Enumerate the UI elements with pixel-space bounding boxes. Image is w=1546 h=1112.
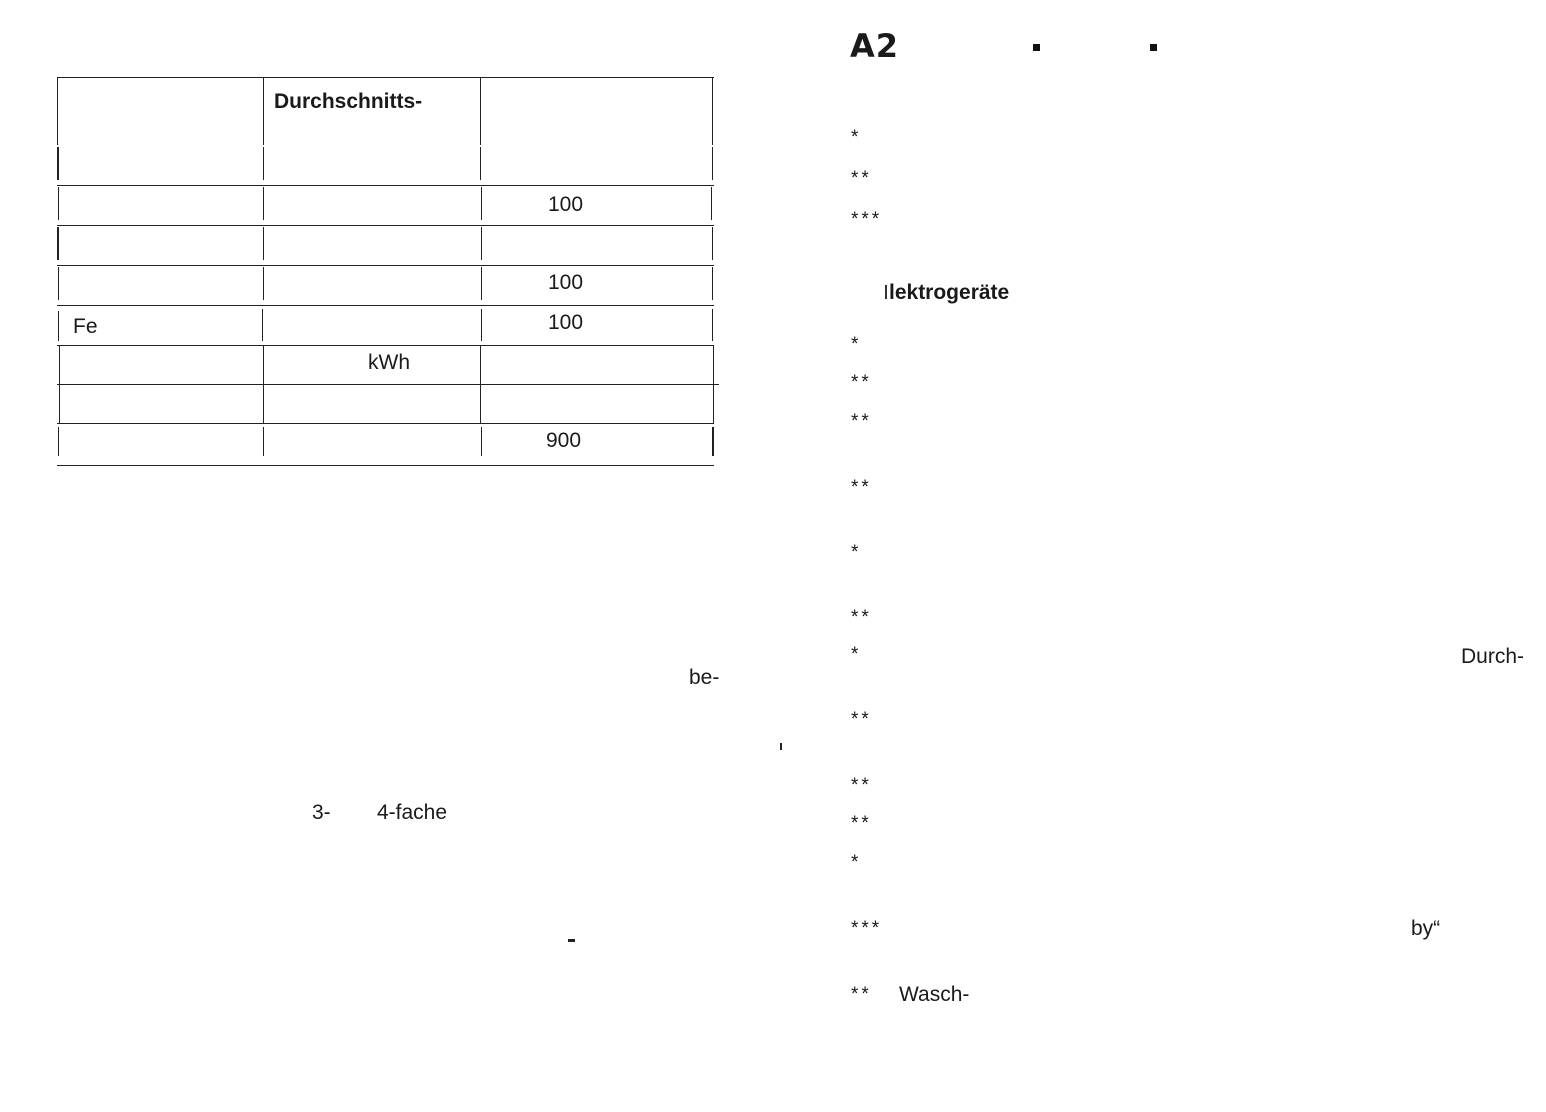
table-rule-top bbox=[57, 77, 714, 78]
table-vline bbox=[57, 77, 58, 145]
footnote-marker: *** bbox=[851, 209, 883, 230]
table-cell: kWh bbox=[368, 351, 410, 374]
table-vline bbox=[57, 147, 59, 180]
footnote-marker: ** bbox=[851, 813, 872, 834]
footnote-marker: ** bbox=[851, 984, 872, 1005]
table-cell: 100 bbox=[548, 193, 584, 216]
table-rule bbox=[57, 384, 719, 385]
table-rule bbox=[57, 305, 714, 306]
scan-speck bbox=[780, 743, 782, 750]
footnote-marker: ** bbox=[851, 372, 872, 393]
text-fragment: Wasch- bbox=[899, 983, 970, 1006]
table-rule-bottom bbox=[57, 465, 714, 466]
table-vline bbox=[480, 147, 481, 180]
scan-speck bbox=[885, 285, 887, 299]
table-vline bbox=[59, 384, 60, 423]
table-vline bbox=[263, 427, 264, 456]
table-vline bbox=[481, 309, 482, 341]
text-fragment: 3- bbox=[312, 801, 331, 824]
table-cell: Fe bbox=[73, 315, 98, 338]
scan-speck bbox=[568, 939, 575, 942]
footnote-marker: * bbox=[851, 644, 862, 665]
table-vline bbox=[58, 267, 59, 300]
table-vline bbox=[480, 77, 481, 145]
table-vline bbox=[263, 147, 264, 180]
subheading: lektrogeräte bbox=[889, 281, 1010, 304]
table-vline bbox=[58, 311, 59, 341]
table-vline bbox=[57, 227, 59, 260]
table-vline bbox=[263, 345, 264, 384]
table-vline bbox=[59, 345, 60, 384]
footnote-marker: ** bbox=[851, 775, 872, 796]
table-vline bbox=[712, 147, 713, 180]
footnote-marker: * bbox=[851, 852, 862, 873]
table-cell: 100 bbox=[548, 271, 584, 294]
table-cell: 900 bbox=[546, 429, 582, 452]
table-rule bbox=[57, 225, 714, 226]
text-fragment: by“ bbox=[1411, 917, 1441, 940]
table-vline bbox=[481, 227, 482, 260]
text-fragment: Durch- bbox=[1461, 645, 1525, 668]
footnote-marker: ** bbox=[851, 709, 872, 730]
footnote-marker: ** bbox=[851, 168, 872, 189]
footnote-marker: * bbox=[851, 542, 862, 563]
table-vline bbox=[712, 267, 713, 300]
footnote-marker: ** bbox=[851, 411, 872, 432]
table-cell: 100 bbox=[548, 311, 584, 334]
table-vline bbox=[58, 187, 59, 220]
table-header-cell: Durchschnitts- bbox=[274, 90, 423, 113]
bullet-dot bbox=[1150, 44, 1157, 51]
footnote-marker: ** bbox=[851, 607, 872, 628]
table-vline bbox=[263, 77, 264, 145]
table-vline bbox=[712, 427, 714, 456]
table-vline bbox=[263, 227, 264, 260]
table-vline bbox=[480, 384, 481, 423]
table-vline bbox=[712, 309, 713, 341]
footnote-marker: *** bbox=[851, 918, 883, 939]
text-fragment: 4-fache bbox=[377, 801, 448, 824]
table-vline bbox=[481, 187, 482, 220]
table-vline bbox=[263, 187, 264, 220]
table-vline bbox=[480, 345, 481, 384]
table-rule bbox=[57, 265, 714, 266]
table-vline bbox=[713, 384, 714, 423]
table-vline bbox=[712, 77, 713, 145]
text-fragment: be- bbox=[689, 666, 720, 689]
footnote-marker: ** bbox=[851, 477, 872, 498]
bullet-dot bbox=[1033, 44, 1040, 51]
footnote-marker: * bbox=[851, 334, 862, 355]
section-label: A2 bbox=[850, 27, 900, 65]
table-rule bbox=[57, 345, 714, 346]
table-vline bbox=[713, 345, 714, 384]
table-vline bbox=[481, 427, 482, 456]
table-rule bbox=[57, 423, 714, 424]
table-vline bbox=[263, 384, 264, 423]
footnote-marker: * bbox=[851, 127, 862, 148]
table-vline bbox=[262, 309, 263, 341]
table-vline bbox=[481, 267, 482, 300]
table-vline bbox=[712, 227, 713, 260]
table-vline bbox=[58, 427, 59, 456]
table-vline bbox=[711, 187, 712, 220]
table-rule bbox=[57, 185, 714, 186]
table-vline bbox=[263, 267, 264, 300]
